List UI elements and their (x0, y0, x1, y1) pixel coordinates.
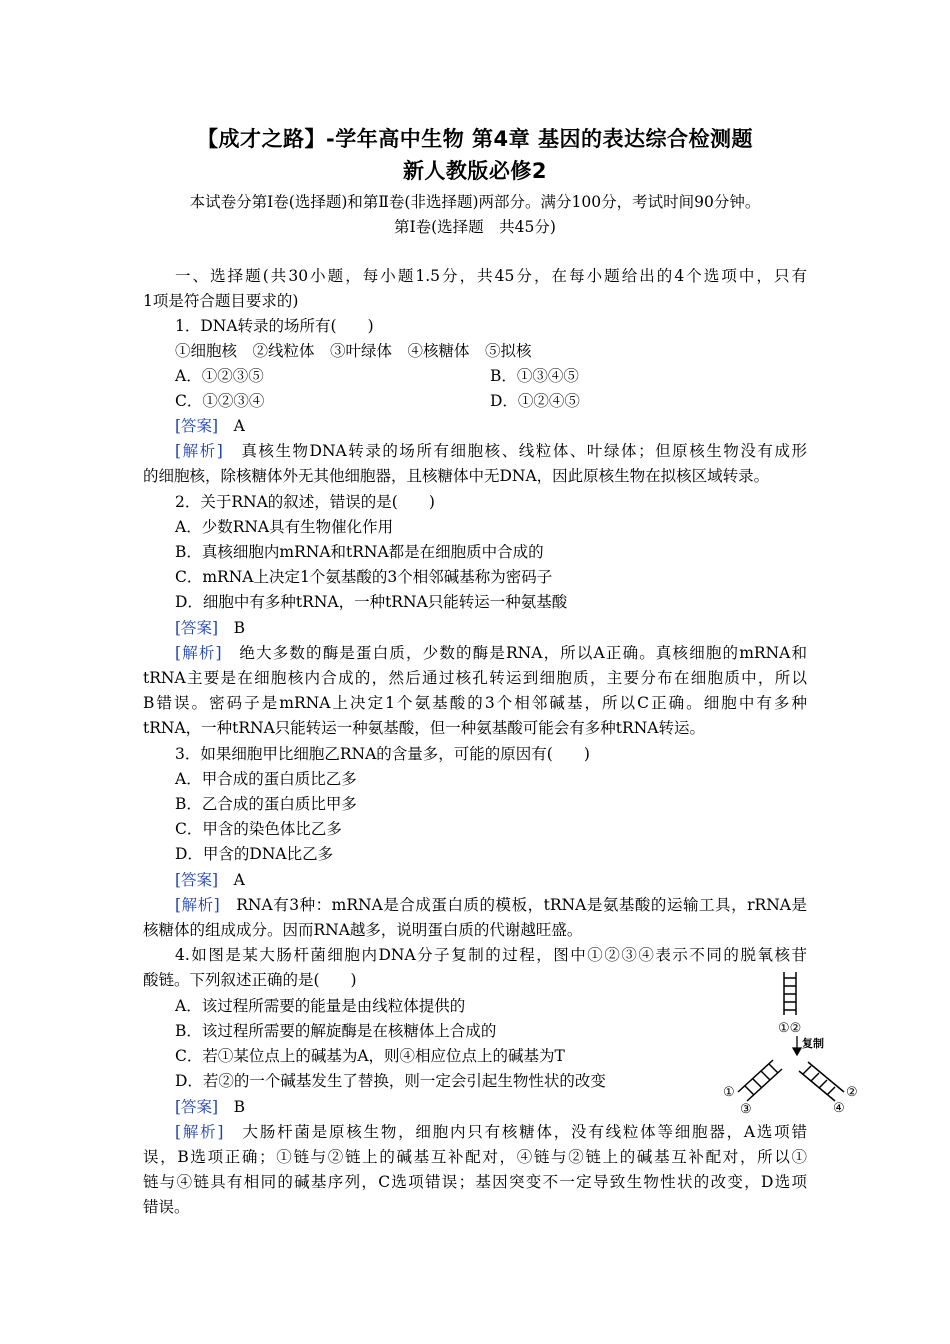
q2-option-d: D．细胞中有多种tRNA，一种tRNA只能转运一种氨基酸 (175, 593, 568, 611)
q3-option-c: C．甲含的染色体比乙多 (175, 820, 342, 838)
answer-value: A (233, 871, 245, 889)
q1-items: ①细胞核 ②线粒体 ③叶绿体 ④核糖体 ⑤拟核 (175, 342, 532, 360)
q4-stem-cont: 酸链。下列叙述正确的是( ) (143, 971, 357, 989)
answer-value: B (233, 619, 246, 637)
q3-analysis (175, 895, 807, 915)
q1-analysis-cont: 的细胞核，除核糖体外无其他细胞器，且核糖体中无DNA，因此原核生物在拟核区域转录。 (143, 467, 770, 485)
section-heading: 一、选择题(共30小题，每小题1.5分，共45分，在每小题给出的4个选项中，只有 (175, 267, 807, 285)
answer-tag: [答案] (175, 1098, 219, 1116)
q3-option-d: D．甲含的DNA比乙多 (175, 845, 334, 863)
q4-stem: 4.如图是某大肠杆菌细胞内DNA分子复制的过程，图中①②③④表示不同的脱氧核苷 (175, 946, 807, 964)
q4-analysis (175, 1122, 807, 1142)
answer-value: B (233, 1098, 246, 1116)
answer-tag: [答案] (175, 417, 219, 435)
figure-label-3: ③ (740, 1102, 752, 1115)
q4-option-d: D．若②的一个碱基发生了替换，则一定会引起生物性状的改变 (175, 1072, 606, 1090)
part-heading: 第Ⅰ卷(选择题 共45分) (394, 218, 556, 236)
analysis-text: RNA有3种：mRNA是合成蛋白质的模板，tRNA是氨基酸的运输工具，rRNA是 (236, 896, 807, 914)
section-heading-cont: 1项是符合题目要求的) (143, 292, 299, 310)
q3-option-b: B．乙合成的蛋白质比甲多 (175, 795, 357, 813)
answer-tag: [答案] (175, 619, 219, 637)
analysis-text: 大肠杆菌是原核生物，细胞内只有核糖体，没有线粒体等细胞器，A选项错 (242, 1123, 807, 1141)
analysis-tag: [解析] (175, 442, 223, 460)
analysis-text: 真核生物DNA转录的场所有细胞核、线粒体、叶绿体；但原核生物没有成形 (241, 442, 807, 460)
q3-analysis-cont: 核糖体的组成成分。因而RNA越多，说明蛋白质的代谢越旺盛。 (143, 921, 583, 939)
q2-analysis-cont2: B错误。密码子是mRNA上决定1个氨基酸的3个相邻碱基，所以C正确。细胞中有多种 (143, 694, 807, 712)
document-title-line1: 【成才之路】-学年高中生物 第4章 基因的表达综合检测题 (197, 127, 753, 151)
q4-option-b: B．该过程所需要的解旋酶是在核糖体上合成的 (175, 1022, 497, 1040)
q1-option-d: D．①②④⑤ (490, 392, 580, 410)
figure-label-4: ④ (833, 1101, 845, 1115)
left-daughter-dna (738, 1060, 782, 1101)
q4-analysis-cont3: 错误。 (143, 1198, 190, 1216)
right-daughter-dna (799, 1062, 844, 1101)
q1-option-b: B．①③④⑤ (490, 367, 579, 385)
analysis-tag: [解析] (175, 1123, 224, 1141)
q2-analysis-cont1: tRNA主要是在细胞核内合成的，然后通过核孔转运到细胞质，主要分布在细胞质中，所以 (143, 669, 807, 687)
answer-value: A (233, 417, 245, 435)
q4-option-c: C．若①某位点上的碱基为A，则④相应位点上的碱基为T (175, 1047, 565, 1065)
dna-replication-figure (718, 970, 868, 1115)
q4-option-a: A．该过程所需要的能量是由线粒体提供的 (175, 997, 466, 1015)
q1-option-c: C．①②③④ (175, 392, 265, 410)
q2-stem: 2．关于RNA的叙述，错误的是( ) (175, 493, 435, 511)
q1-answer (175, 416, 245, 436)
q4-analysis-cont2: 链与④链具有相同的碱基序列，C选项错误；基因突变不一定导致生物性状的改变，D选项 (143, 1173, 807, 1191)
q4-answer (175, 1097, 245, 1117)
q2-option-b: B．真核细胞内mRNA和tRNA都是在细胞质中合成的 (175, 543, 544, 561)
q2-option-c: C．mRNA上决定1个氨基酸的3个相邻碱基称为密码子 (175, 568, 553, 586)
q3-stem: 3．如果细胞甲比细胞乙RNA的含量多，可能的原因有( ) (175, 745, 590, 763)
figure-label-2: ② (846, 1085, 858, 1100)
q2-answer (175, 618, 245, 638)
document-title-line2: 新人教版必修2 (402, 159, 548, 183)
analysis-tag: [解析] (175, 644, 222, 662)
replication-arrow (793, 1036, 801, 1055)
figure-label-replication: 复制 (802, 1037, 824, 1050)
q2-option-a: A．少数RNA具有生物催化作用 (175, 518, 394, 536)
exam-intro: 本试卷分第Ⅰ卷(选择题)和第Ⅱ卷(非选择题)两部分。满分100分，考试时间90分钟。 (189, 193, 761, 211)
figure-label-1: ① (723, 1085, 735, 1100)
q1-analysis (175, 441, 807, 461)
q4-analysis-cont1: 误，B选项正确；①链与②链上的碱基互补配对，④链与②链上的碱基互补配对，所以① (143, 1148, 807, 1166)
answer-tag: [答案] (175, 871, 219, 889)
analysis-text: 绝大多数的酶是蛋白质，少数的酶是RNA，所以A正确。真核细胞的mRNA和 (239, 644, 807, 662)
figure-label-top: ①② (778, 1021, 802, 1036)
q1-stem: 1．DNA转录的场所有( ) (175, 317, 374, 335)
q2-analysis (175, 643, 807, 663)
q1-option-a: A．①②③⑤ (175, 367, 264, 385)
q2-analysis-cont3: tRNA，一种tRNA只能转运一种氨基酸，但一种氨基酸可能会有多种tRNA转运。 (143, 719, 705, 737)
analysis-tag: [解析] (175, 896, 220, 914)
q3-option-a: A．甲合成的蛋白质比乙多 (175, 770, 357, 788)
q3-answer (175, 870, 245, 890)
parent-dna-ladder (784, 972, 796, 1015)
